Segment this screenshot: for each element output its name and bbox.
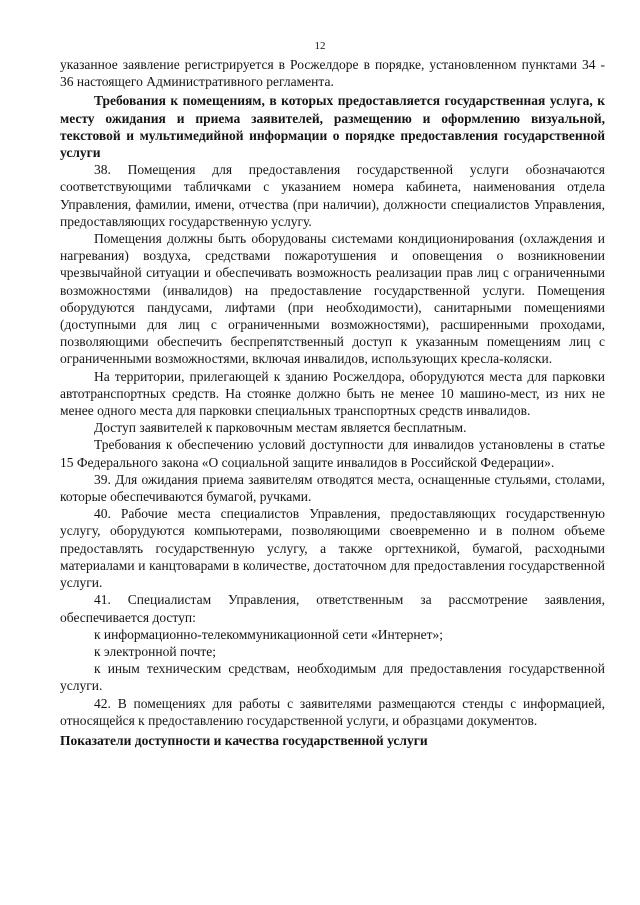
page-number: 12 <box>314 40 326 52</box>
paragraph-39: 39. Для ожидания приема заявителям отводятся места, оснащенные стульями, столами, которые обеспечиваются бумагой, ручками. <box>60 471 605 505</box>
paragraph-41-internet: к информационно-телекоммуникационной сети «Интернет»; <box>94 626 444 642</box>
paragraph-42: 42. В помещениях для работы с заявителями размещаются стенды с информацией, относящейся к предоставлению государственной услуги, и образцами документов. <box>60 695 605 728</box>
paragraph-40: 40. Рабочие места специалистов Управления, предоставляющих государственную услугу, оборудуются компьютерами, позволяющими своевременно и в полном объеме предоставлять государственную услугу, а также оргтехникой, бумагой, расходными материалами и канцтоварами в количестве, достаточном для предоставления государственной услуги. <box>60 506 605 591</box>
paragraph-38: 38. Помещения для предоставления государственной услуги обозначаются соответствующими табличками с указанием номера кабинета, наименования отдела Управления, фамилии, имени, отчества (при наличии), должности специалистов Управления, предоставляющих государственную услугу. <box>60 162 605 229</box>
paragraph-38-parking-free: Доступ заявителей к парковочным местам является бесплатным. <box>94 420 467 436</box>
page-body <box>60 56 605 749</box>
paragraph-38-parking: На территории, прилегающей к зданию Росжелдора, оборудуются места для парковки автотранспортных средств. На стоянке должно быть не менее 10 машино-мест, из них не менее одного места для парковки специальных транспортных средств инвалидов. <box>60 368 605 419</box>
paragraph-41: 41. Специалистам Управления, ответственным за рассмотрение заявления, обеспечивается доступ: <box>60 592 605 625</box>
paragraph-continuation: указанное заявление регистрируется в Росжелдоре в порядке, установленном пунктами 34 - 36 настоящего Административного регламента. <box>60 57 605 90</box>
paragraph-38-accessibility-law: Требования к обеспечению условий доступности для инвалидов установлены в статье 15 Федерального закона «О социальной защите инвалидов в Российской Федерации». <box>60 437 605 470</box>
section-heading-premises-requirements: Требования к помещениям, в которых предоставляется государственная услуга, к месту ожидания и приема заявителей, размещению и оформлению визуальной, текстовой и мультимедийной информации о порядке предоставления государственной услуги <box>60 93 605 161</box>
paragraph-38-equipment: Помещения должны быть оборудованы системами кондиционирования (охлаждения и нагревания) воздуха, средствами пожаротушения и оповещения о возникновении чрезвычайной ситуации и обеспечивать возможность реализации прав лиц с ограниченными возможностями (инвалидов) на предоставление государственной услуги. Помещения оборудуются пандусами, лифтами (при необходимости), санитарными помещениями (доступными для лиц с ограниченными возможностями), расширенными проходами, позволяющими обеспечить беспрепятственный доступ к указанным помещениям лиц с ограниченными возможностями, включая инвалидов, использующих кресла-коляски. <box>60 231 605 367</box>
section-heading-accessibility-quality: Показатели доступности и качества государственной услуги <box>60 732 428 748</box>
paragraph-41-other-means: к иным техническим средствам, необходимым для предоставления государственной услуги. <box>60 661 605 694</box>
paragraph-41-email: к электронной почте; <box>94 643 217 659</box>
